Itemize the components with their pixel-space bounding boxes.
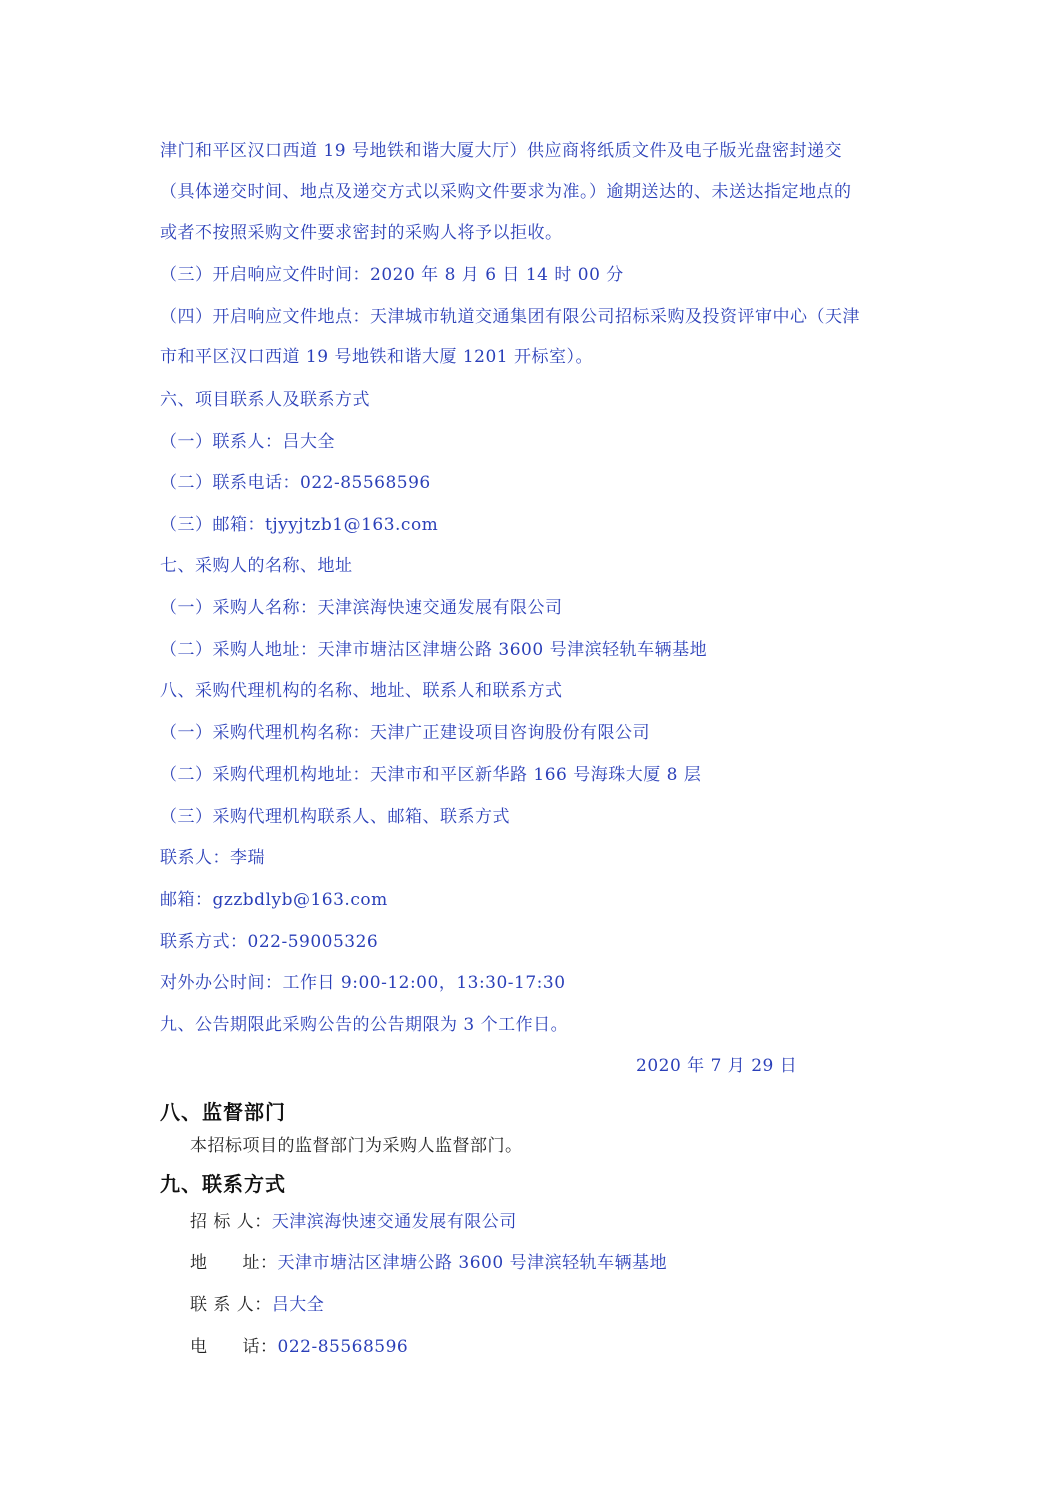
contact-label: 地 址： [190,1253,278,1273]
agency-name-line: （一）采购代理机构名称：天津广正建设项目咨询股份有限公司 [160,723,650,743]
purchaser-address-line: （二）采购人地址：天津市塘沽区津塘公路 3600 号津滨轻轨车辆基地 [160,640,708,660]
agency-address-line: （二）采购代理机构地址：天津市和平区新华路 166 号海珠大厦 8 层 [160,765,702,785]
section8-heading: 八、监督部门 [160,1100,286,1124]
contact-row-address [190,1252,667,1274]
agency-contact-person: 联系人：李瑞 [160,848,265,868]
announcement-date: 2020 年 7 月 29 日 [636,1056,798,1076]
text-line: 津门和平区汉口西道 19 号地铁和谐大厦大厅）供应商将纸质文件及电子版光盘密封递交 [160,141,842,161]
section-title: 八、采购代理机构的名称、地址、联系人和联系方式 [160,681,563,701]
purchaser-name-line: （一）采购人名称：天津滨海快速交通发展有限公司 [160,598,563,618]
contact-phone-line: （二）联系电话：022-85568596 [160,473,431,493]
contact-row-bidder [190,1211,517,1233]
contact-email-line: （三）邮箱：tjyyjtzb1@163.com [160,515,439,535]
contact-value: 022-85568596 [277,1337,409,1357]
open-time-line: （三）开启响应文件时间：2020 年 8 月 6 日 14 时 00 分 [160,265,624,285]
text-line: 或者不按照采购文件要求密封的采购人将予以拒收。 [160,223,563,243]
open-place-line: （四）开启响应文件地点：天津城市轨道交通集团有限公司招标采购及投资评审中心（天津 [160,307,860,327]
contact-row-person [190,1294,324,1316]
agency-email: 邮箱：gzzbdlyb@163.com [160,890,388,910]
contact-value: 天津市塘沽区津塘公路 3600 号津滨轻轨车辆基地 [277,1253,668,1273]
contact-value: 天津滨海快速交通发展有限公司 [271,1212,517,1232]
contact-label: 联 系 人： [190,1295,272,1315]
announcement-period: 九、公告期限此采购公告的公告期限为 3 个工作日。 [160,1015,569,1035]
agency-contact-title: （三）采购代理机构联系人、邮箱、联系方式 [160,807,510,827]
contact-row-phone [190,1336,408,1358]
section9-heading: 九、联系方式 [160,1172,286,1196]
section-title: 六、项目联系人及联系方式 [160,390,370,410]
contact-label: 招 标 人： [190,1212,272,1232]
agency-phone: 联系方式：022-59005326 [160,932,379,952]
section-title: 七、采购人的名称、地址 [160,556,353,576]
text-line: 市和平区汉口西道 19 号地铁和谐大厦 1201 开标室）。 [160,347,594,367]
contact-label: 电 话： [190,1337,278,1357]
office-hours: 对外办公时间：工作日 9:00-12:00，13:30-17:30 [160,973,566,993]
text-line: （具体递交时间、地点及递交方式以采购文件要求为准。）逾期送达的、未送达指定地点的 [160,182,852,202]
contact-value: 吕大全 [271,1295,325,1315]
section8-text: 本招标项目的监督部门为采购人监督部门。 [190,1136,523,1156]
contact-person-line: （一）联系人：吕大全 [160,432,335,452]
